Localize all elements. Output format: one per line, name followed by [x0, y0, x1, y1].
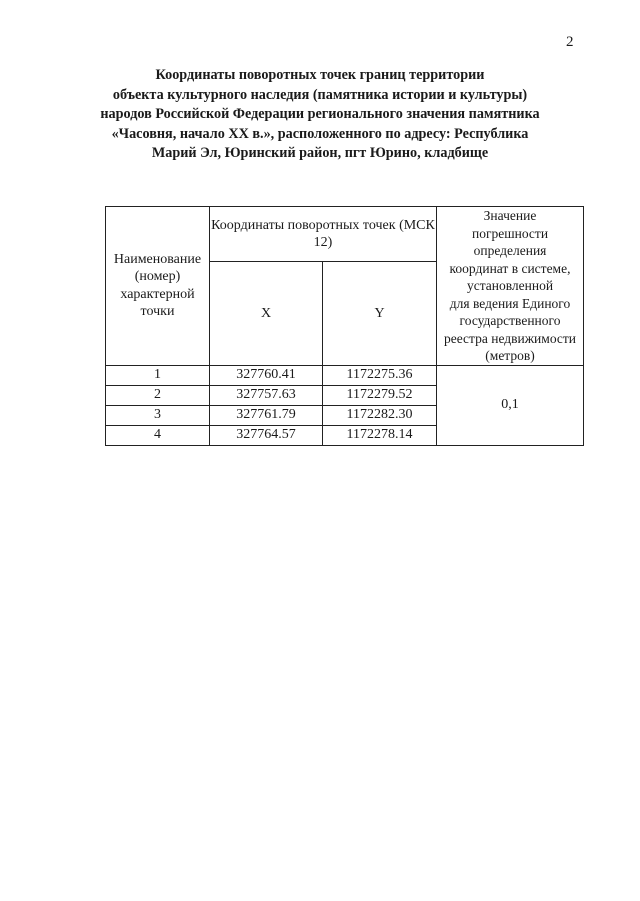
- title-line: Координаты поворотных точек границ территории: [155, 67, 485, 83]
- title-line: народов Российской Федерации регионального значения памятника: [100, 106, 540, 122]
- title-line: объекта культурного наследия (памятника истории и культуры): [112, 86, 528, 103]
- title-line: Марий Эл, Юринский район, пгт Юрино, кладбище: [151, 145, 489, 161]
- document-title: [60, 66, 580, 164]
- header-coordinates-group: Координаты поворотных точек (МСК 12): [210, 207, 437, 262]
- header-x: X: [210, 262, 323, 365]
- cell-point-name: 4: [106, 425, 210, 445]
- header-error-line: Значение: [483, 208, 537, 223]
- header-error-value: [437, 207, 584, 366]
- cell-y: 1172279.52: [323, 385, 437, 405]
- cell-y: 1172282.30: [323, 405, 437, 425]
- header-error-line: определения: [473, 243, 547, 258]
- header-error-line: координат в системе,: [449, 260, 571, 276]
- header-error-line: (метров): [485, 348, 535, 363]
- table-row: [106, 365, 584, 385]
- cell-x: 327761.79: [210, 405, 323, 425]
- header-error-line: для ведения Единого: [449, 295, 571, 311]
- cell-x: 327757.63: [210, 385, 323, 405]
- header-error-line: государственного: [459, 313, 561, 328]
- cell-x: 327764.57: [210, 425, 323, 445]
- page-number: 2: [566, 34, 574, 50]
- header-error-line: погрешности: [471, 225, 549, 241]
- cell-x: 327760.41: [210, 365, 323, 385]
- cell-y: 1172275.36: [323, 365, 437, 385]
- coordinates-table: [105, 206, 584, 446]
- header-error-line: установленной: [466, 278, 554, 293]
- header-error-line: реестра недвижимости: [443, 330, 577, 346]
- cell-point-name: 2: [106, 385, 210, 405]
- header-point-name: Наименование (номер) характерной точки: [106, 207, 210, 366]
- cell-point-name: 1: [106, 365, 210, 385]
- cell-error-value: 0,1: [437, 365, 584, 445]
- cell-point-name: 3: [106, 405, 210, 425]
- header-y: Y: [323, 262, 437, 365]
- cell-y: 1172278.14: [323, 425, 437, 445]
- title-line: «Часовня, начало XX в.», расположенного по адресу: Республика: [111, 125, 529, 142]
